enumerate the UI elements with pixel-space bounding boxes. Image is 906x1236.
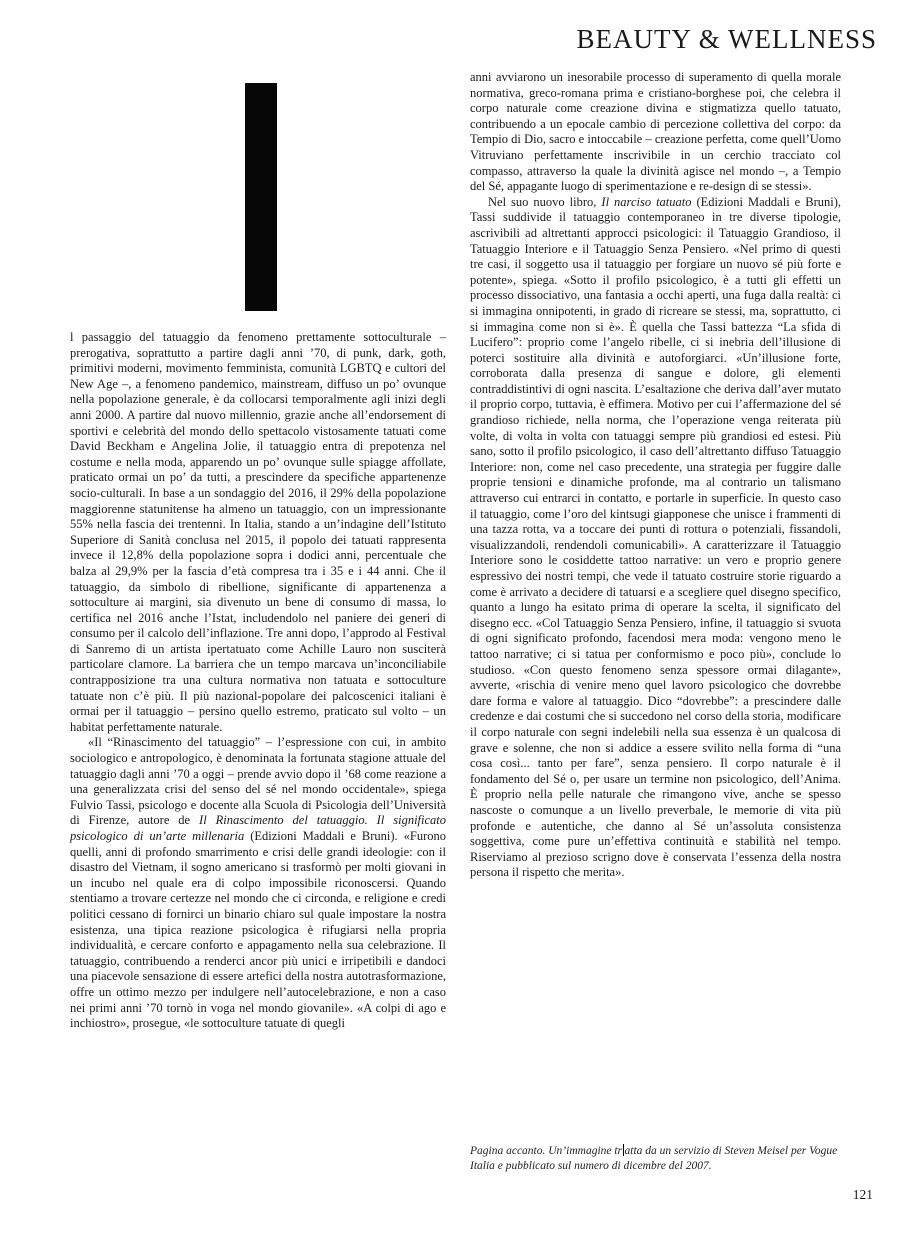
photo-caption[interactable]: [470, 1144, 852, 1173]
article-paragraph: [70, 735, 446, 1031]
page-number: 121: [852, 1187, 873, 1202]
caption-text-before-cursor: Pagina accanto. Un’immagine tr: [470, 1145, 623, 1157]
book-title-italic: Il narciso tatuato: [601, 194, 692, 209]
paragraph-text: (Edizioni Maddali e Bruni). «Furono quelli, anni di profondo smarrimento e crisi delle grandi ideologie: con il disastro del Vietnam, il sogno americano si trasformò per molti giovani in un incubo nel quale era di colpo impossibile riconoscersi. Quando stentiamo a trovare certezze nel mondo che ci circonda, e religione e credi politici cessano di fornirci un binario chiaro sul quale impostare la nostra esistenza, una tipica reazione psicologica è rifugiarsi nella propria individualità, e cercare conforto e appagamento nella sua celebrazione. Il tatuaggio, contribuendo a renderci ancor più unici e irripetibili e dandoci una piacevole sensazione di essere artefici della nostra autotrasformazione, offre un ottimo mezzo per indulgere nell’autocelebrazione, e non a caso nei primi anni ’70 tornò in voga nel mondo giovanile». «A colpi di ago e inchiostro», prosegue, «le sottoculture tatuate di quegli: [70, 829, 446, 1031]
section-header: BEAUTY & WELLNESS: [576, 24, 877, 54]
caption-text-after-cursor: atta da un servizio di Steven Meisel per Vogue Italia e pubblicato sul numero di dicembre del 2007.: [470, 1145, 838, 1172]
book-title-italic: Il Rinascimento del tatuaggio. Il significato psicologico di un’arte millenaria: [70, 813, 447, 843]
article-paragraph: anni avviarono un inesorabile processo di superamento di quella morale normativa, greco-romana prima e cristiano-borghese poi, che celebra il corpo naturale come creazione divina e stigmatizza quello tatuato, contribuendo a un epocale cambio di percezione collettiva del corpo: da Tempio di Dio, sacro e intoccabile – creazione perfetta, come quell’Uomo Vitruviano perfettamente inscrivibile in un cerchio tracciato col compasso, attraverso la quale la divinità agisce nel mondo –, a Tempio del Sé, appagante luogo di sperimentazione e re-design di se stessi».: [470, 70, 841, 194]
article-paragraph: l passaggio del tatuaggio da fenomeno prettamente sottoculturale – prerogativa, soprattutto a partire dagli anni ’70, di punk, dark, goth, primitivi moderni, movimento femminista, comunità LGBTQ e cultori del New Age –, a fenomeno pandemico, mainstream, diffuso un po’ ovunque nella popolazione generale, è da collocarsi temporalmente agli inizi degli anni 2000. A partire dal nuovo millennio, grazie anche all’endorsement di sportivi e celebrità del mondo dello spettacolo vistosamente tatuati come David Beckham e Angelina Jolie, il tatuaggio entra di prepotenza nel costume e nella moda, apparendo un po’ ovunque sulle spiagge affollate, praticato ormai un po’ da tutti, a prescindere da specifiche appartenenze socio-culturali. In base a un sondaggio del 2016, il 29% della popolazione maggiorenne statunitense ha almeno un tatuaggio, con un impressionante 55% nella fascia dei trentenni. In Italia, stando a un’indagine dell’Istituto Superiore di Sanità conclusa nel 2015, il popolo dei tatuati rappresenta invece il 12,8% della popolazione sopra i dodici anni, percentuale che balza al 29,9% per la fascia d’età compresa tra i 35 e i 44 anni. Che il tatuaggio, da simbolo di ribellione, significante di appartenenza a sottoculture ai margini, sia divenuto un bene di consumo di massa, lo certifica nel 2016 anche l’Istat, includendolo nel paniere dei generi di consumo per il calcolo dell’inflazione. Tre anni dopo, l’approdo al Festival di Sanremo di un artista ipertatuato come Achille Lauro non susciterà particolare clamore. La barriera che un tempo marcava un’inconciliabile contrapposizione tra una cultura normativa non tatuata e sottoculture tatuate non c’è più. Il più nazional-popolare dei palcoscenici italiani è ormai per il tatuaggio – persino quello estremo, praticato sul volto – un habitat perfettamente naturale.: [70, 330, 446, 734]
left-column: [70, 72, 446, 1032]
paragraph-text: (Edizioni Maddali e Bruni), Tassi suddivide il tatuaggio contemporaneo in tre diverse tipologie, ascrivibili ad altrettanti approcci psicologici: il Tatuaggio Grandioso, il Tatuaggio Interiore e il Tatuaggio Senza Pensiero. «Nel primo di questi tre casi, il soggetto usa il tatuaggio per forgiare un nuovo sé più forte e potente», spiega. «Sotto il profilo psicologico, è a tutti gli effetti un processo dissociativo, una fantasia a occhi aperti, una fuga dalla realtà: ci si immagina onnipotenti, in grado di ricreare se stessi, ma, soprattutto, ci si immagina come non si è». È quella che Tassi battezza “La sfida di Lucifero”: proprio come l’angelo ribelle, ci si inebria dell’illusione di poterci sostituire alla divinità e autoforgiarci. «Un’illusione forte, corroborata dalla presenza di sangue e dolore, gli elementi contraddistintivi di ogni nascita. L’esaltazione che deriva dall’aver mutato il proprio corpo, tuttavia, è effimera. Motivo per cui l’affermazione del sé grandioso richiede, nella norma, che l’operazione venga reiterata più volte, di volta in volta con tatuaggi sempre più grandiosi ed estesi. Più sano, sotto il profilo psicologico, il caso dell’altrettanto diffuso Tatuaggio Interiore: non, come nel caso precedente, una strategia per fuggire dalle proprie tensioni e dinamiche profonde, ma al contrario un talismano attraverso cui entrarci in contatto, e portarle in superficie. In questo caso il tatuaggio, come l’oro del kintsugi giapponese che unisce i frammenti di una tazza rotta, va a toccare dei punti di rottura o potenziali, fissandoli, visualizzandoli, rendendoli comunicabili». A caratterizzare il Tatuaggio Interiore sono le cosiddette tattoo narrative: un vero e proprio genere espressivo dei nostri tempi, che vede il tatuato costruire storie riguardo a come è arrivato a decidere di tatuarsi e a scegliere quel disegno specifico, quanto a lungo ha esitato prima di operare la scelta, il significato del disegno ecc. «Col Tatuaggio Senza Pensiero, infine, il tatuaggio si svuota di ogni significato profondo, facendosi mera moda: vengono meno le tattoo narrative; ci si tatua per conformismo e poco più», conclude lo studioso. «Con questo fenomeno senza spessore ormai dilagante», avverte, «rischia di venire meno quel lavoro psicologico che dovrebbe dare forma e valore al tatuaggio. Dico “dovrebbe”: a prescindere dalle credenze e dai costumi che si succedono nel corso della storia, modificare il corpo naturale con segni indelebili nella sua essenza è un qualcosa di grave e solenne, che non si addice a essere svilito nella forma di “una cosa così... tanto per fare”, senza pensiero. Il corpo naturale è il fondamento del Sé o, per usare un termine non psicologico, dell’Anima. È proprio nella pelle naturale che rimangono vive, anche se spesso nascoste o comunque a un livello preverbale, le memorie di vita più profonde e autentiche, che danno al Sé un’assoluta consistenza soggettiva, come pure un’effettiva continuità e stabilità nel tempo. Riserviamo al prezioso scrigno dove è conservata l’essenza della nostra persona il rispetto che merita».: [470, 194, 841, 880]
paragraph-text: «Il “Rinascimento del tatuaggio” – l’espressione con cui, in ambito sociologico e antropologico, è denominata la fortunata stagione attuale del tatuaggio dagli anni ’70 a oggi – prende avvio dopo il ’68 come reazione a una generalizzata crisi del senso del sé nel mondo occidentale», spiega Fulvio Tassi, psicologo e docente alla Scuola di Psicologia dell’Università di Firenze, autore de: [70, 735, 446, 828]
paragraph-text: Nel suo nuovo libro,: [488, 194, 602, 209]
drop-cap-letter-I: [245, 83, 277, 311]
right-column: [470, 70, 841, 881]
article-paragraph: [470, 195, 841, 881]
